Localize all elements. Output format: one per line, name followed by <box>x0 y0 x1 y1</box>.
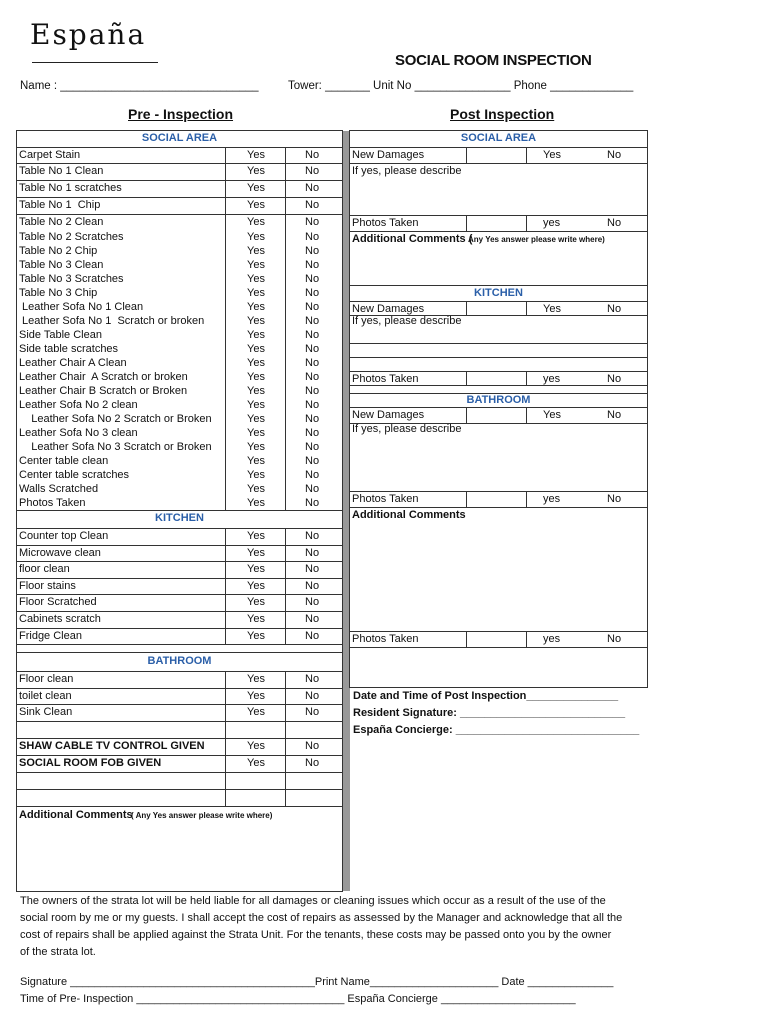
col-divider <box>225 147 226 510</box>
no-option[interactable]: No <box>305 739 320 752</box>
yes-option[interactable]: yes <box>543 633 561 645</box>
yes-option[interactable]: Yes <box>247 300 265 313</box>
yes-option[interactable]: Yes <box>247 244 265 257</box>
disclaimer-line: of the strata lot. <box>20 946 96 958</box>
checklist-row <box>17 440 342 454</box>
col-divider <box>466 407 467 423</box>
item-label: New Damages <box>352 303 425 315</box>
col-divider <box>466 215 467 231</box>
describe-label: If yes, please describe <box>352 165 462 177</box>
yes-option[interactable]: yes <box>543 217 561 229</box>
col-divider <box>225 528 226 644</box>
checklist-row <box>17 214 342 230</box>
espana-logo <box>30 18 160 68</box>
no-option[interactable]: No <box>305 426 320 439</box>
no-option[interactable]: No <box>305 286 320 299</box>
checklist-row <box>17 244 342 258</box>
row-divider <box>17 772 342 773</box>
checklist-row <box>17 561 342 578</box>
photos-taken-row <box>350 371 647 385</box>
no-option[interactable]: No <box>305 412 320 425</box>
item-label: Floor clean <box>19 673 74 686</box>
checklist-row <box>17 147 342 163</box>
no-option[interactable]: No <box>305 706 320 719</box>
checklist-row <box>17 286 342 300</box>
checklist-row <box>17 578 342 595</box>
item-label: Table No 2 Clean <box>19 215 104 228</box>
item-label: Leather Sofa No 3 Scratch or Broken <box>19 440 212 453</box>
no-option[interactable]: No <box>607 217 622 229</box>
item-label: Leather Chair B Scratch or Broken <box>19 384 188 397</box>
checklist-row <box>17 482 342 496</box>
no-option[interactable]: No <box>305 579 320 592</box>
yes-option[interactable]: Yes <box>247 613 265 625</box>
disclaimer-line: cost of repairs shall be applied against the Strata Unit. For the tenants, these costs may be passed onto you by the owner <box>20 929 612 941</box>
describe-label: If yes, please describe <box>352 423 462 435</box>
no-option[interactable]: No <box>607 409 622 421</box>
yes-option[interactable]: Yes <box>247 739 265 752</box>
col-divider <box>466 371 467 385</box>
additional-comments-area[interactable] <box>350 507 647 631</box>
yes-option[interactable]: Yes <box>247 596 265 609</box>
col-divider <box>466 491 467 507</box>
no-option[interactable]: No <box>305 342 320 355</box>
new-damages-row <box>350 301 647 315</box>
checklist-row <box>17 528 342 545</box>
checklist-row <box>17 314 342 328</box>
comments-label: Additional Comments ( <box>352 233 473 245</box>
name-field[interactable]: Name : _______________________________ <box>20 80 259 92</box>
checklist-row <box>17 328 342 342</box>
comments-label: Additional Comments <box>352 509 466 521</box>
checklist-row <box>17 671 342 688</box>
yes-option[interactable]: Yes <box>247 356 265 369</box>
no-option[interactable]: No <box>305 215 320 228</box>
no-option[interactable]: No <box>607 493 622 505</box>
checklist-row <box>17 197 342 214</box>
no-option[interactable]: No <box>607 149 622 161</box>
disclaimer-line: The owners of the strata lot will be held liable for all damages or cleaning issues which occur as a result of the use of the <box>20 895 606 907</box>
no-option[interactable]: No <box>305 563 320 576</box>
row-divider <box>17 197 342 198</box>
comments-note: ( Any Yes answer please write where) <box>131 810 273 820</box>
photos-taken-row <box>350 631 647 647</box>
item-label: Fridge Clean <box>19 629 82 642</box>
no-option[interactable]: No <box>305 300 320 313</box>
social-area-header: SOCIAL AREA <box>141 132 218 144</box>
checklist-row <box>17 230 342 244</box>
disclaimer-line: social room by me or my guests. I shall accept the cost of repairs as assessed by the Manager and acknowledge that all the <box>20 912 623 924</box>
describe-row[interactable] <box>350 423 647 491</box>
checklist-row <box>17 468 342 482</box>
yes-option[interactable]: Yes <box>543 303 561 315</box>
item-label: floor clean <box>19 563 70 576</box>
post-date-time-field[interactable]: Date and Time of Post Inspection_______________ <box>353 690 619 702</box>
describe-row[interactable] <box>350 315 647 343</box>
checklist-row <box>17 180 342 197</box>
no-option[interactable]: No <box>305 596 320 609</box>
page-title: SOCIAL ROOM INSPECTION <box>395 52 592 69</box>
fob-row <box>17 755 342 772</box>
row-divider <box>17 806 342 807</box>
item-label: Leather Sofa No 2 clean <box>19 398 138 411</box>
kitchen-header: KITCHEN <box>155 512 204 524</box>
yes-option[interactable]: Yes <box>247 384 265 397</box>
row-divider <box>17 510 342 511</box>
item-label: Photos Taken <box>352 633 419 645</box>
no-option[interactable]: No <box>305 496 320 509</box>
comments-label: Additional Comments <box>19 808 133 821</box>
checklist-row <box>17 384 342 398</box>
col-divider <box>466 147 467 163</box>
yes-option[interactable]: Yes <box>247 530 265 542</box>
no-option[interactable]: No <box>305 370 320 383</box>
item-label: Photos Taken <box>19 496 86 509</box>
row-divider <box>17 789 342 790</box>
no-option[interactable]: No <box>305 673 320 686</box>
yes-option[interactable]: Yes <box>247 689 265 702</box>
col-divider <box>526 407 527 423</box>
disclaimer <box>20 893 760 961</box>
col-divider <box>466 301 467 315</box>
row-divider <box>17 721 342 722</box>
yes-option[interactable]: Yes <box>247 398 265 411</box>
yes-option[interactable]: Yes <box>247 314 265 327</box>
checklist-row <box>17 398 342 412</box>
describe-label: If yes, please describe <box>352 315 462 327</box>
yes-option[interactable]: Yes <box>247 148 265 161</box>
checklist-row <box>17 496 342 510</box>
no-option[interactable]: No <box>305 613 320 625</box>
checklist-row <box>17 426 342 440</box>
yes-option[interactable]: Yes <box>247 412 265 425</box>
item-label: Table No 1 Chip <box>19 199 101 211</box>
checklist-row <box>17 356 342 370</box>
comments-area[interactable] <box>17 824 342 891</box>
row-divider <box>350 647 647 648</box>
logo-underline <box>32 62 158 63</box>
post-kitchen-header: KITCHEN <box>474 287 523 299</box>
item-label: Side table scratches <box>19 342 119 355</box>
no-option[interactable]: No <box>305 398 320 411</box>
yes-option[interactable]: yes <box>543 373 561 385</box>
no-option[interactable]: No <box>305 230 320 243</box>
item-label: Center table clean <box>19 454 109 467</box>
no-option[interactable]: No <box>305 182 320 194</box>
row-divider <box>17 644 342 645</box>
pre-inspection-time-line[interactable]: Time of Pre- Inspection __________________________________ España Concierge ______________________ <box>20 993 576 1005</box>
item-label: Photos Taken <box>352 217 419 229</box>
no-option[interactable]: No <box>305 165 320 177</box>
pre-inspection-table <box>16 130 343 892</box>
yes-option[interactable]: Yes <box>247 579 265 592</box>
item-label: Table No 1 scratches <box>19 182 122 194</box>
yes-option[interactable]: Yes <box>247 199 265 211</box>
item-label: Photos Taken <box>352 373 419 385</box>
checklist-row <box>17 258 342 272</box>
col-divider <box>285 528 286 644</box>
checklist-row <box>17 704 342 721</box>
no-option[interactable]: No <box>305 199 320 211</box>
bathroom-header: BATHROOM <box>147 655 212 668</box>
item-label: Table No 3 Chip <box>19 286 98 299</box>
no-option[interactable]: No <box>607 373 622 385</box>
yes-option[interactable]: Yes <box>247 756 265 769</box>
yes-option[interactable]: Yes <box>247 468 265 481</box>
post-social-area-header: SOCIAL AREA <box>460 132 537 144</box>
post-inspection-heading: Post Inspection <box>450 106 555 122</box>
item-label: Floor stains <box>19 579 76 592</box>
item-label: Walls Scratched <box>19 482 99 495</box>
yes-option[interactable]: Yes <box>247 426 265 439</box>
no-option[interactable]: No <box>305 756 320 769</box>
yes-option[interactable]: Yes <box>247 563 265 576</box>
item-label: Table No 3 Scratches <box>19 272 124 285</box>
yes-option[interactable]: Yes <box>247 629 265 642</box>
item-label: Leather Chair A Scratch or broken <box>19 370 188 383</box>
item-label: Leather Sofa No 3 clean <box>19 426 138 439</box>
yes-option[interactable]: Yes <box>543 409 561 421</box>
row-divider <box>350 343 647 344</box>
no-option[interactable]: No <box>305 454 320 467</box>
checklist-row <box>17 454 342 468</box>
comments-note: Any Yes answer please write where) <box>468 235 605 244</box>
tower-unit-phone-field[interactable]: Tower: _______ Unit No _______________ Phone _____________ <box>288 80 634 92</box>
photos-taken-row <box>350 215 647 231</box>
row-divider <box>350 385 647 386</box>
yes-option[interactable]: yes <box>543 493 561 505</box>
checklist-row <box>17 594 342 611</box>
logo-text: España <box>30 18 147 51</box>
yes-option[interactable]: Yes <box>247 454 265 467</box>
item-label: SOCIAL ROOM FOB GIVEN <box>19 756 162 769</box>
no-option[interactable]: No <box>305 384 320 397</box>
item-label: Counter top Clean <box>19 530 109 542</box>
yes-option[interactable]: Yes <box>247 182 265 194</box>
no-option[interactable]: No <box>305 328 320 341</box>
yes-option[interactable]: Yes <box>247 272 265 285</box>
no-option[interactable]: No <box>305 468 320 481</box>
item-label: Leather Sofa No 1 Scratch or broken <box>19 314 205 327</box>
item-label: Leather Chair A Clean <box>19 356 127 369</box>
yes-option[interactable]: Yes <box>247 342 265 355</box>
col-divider <box>526 215 527 231</box>
item-label: Cabinets scratch <box>19 613 101 625</box>
post-concierge-field[interactable]: España Concierge: ______________________________ <box>353 724 640 736</box>
row-divider <box>17 652 342 653</box>
checklist-row <box>17 688 342 705</box>
item-label: Carpet Stain <box>19 148 81 161</box>
post-bathroom-header: BATHROOM <box>466 394 531 406</box>
col-divider <box>466 631 467 647</box>
yes-option[interactable]: Yes <box>247 673 265 686</box>
item-label: Table No 2 Scratches <box>19 230 124 243</box>
col-divider <box>526 491 527 507</box>
no-option[interactable]: No <box>607 633 622 645</box>
yes-option[interactable]: Yes <box>543 149 561 161</box>
col-divider <box>526 301 527 315</box>
yes-option[interactable]: Yes <box>247 546 265 559</box>
row-divider <box>350 285 647 286</box>
item-label: Sink Clean <box>19 706 73 719</box>
checklist-row <box>17 272 342 286</box>
col-divider <box>225 671 226 806</box>
yes-option[interactable]: Yes <box>247 370 265 383</box>
no-option[interactable]: No <box>305 356 320 369</box>
no-option[interactable]: No <box>305 530 320 542</box>
yes-option[interactable]: Yes <box>247 286 265 299</box>
checklist-row <box>17 611 342 628</box>
checklist-row <box>17 628 342 645</box>
no-option[interactable]: No <box>305 482 320 495</box>
yes-option[interactable]: Yes <box>247 482 265 495</box>
resident-signature-field[interactable]: Resident Signature: ___________________________ <box>353 707 626 719</box>
col-divider <box>526 631 527 647</box>
no-option[interactable]: No <box>305 272 320 285</box>
col-divider <box>285 671 286 806</box>
yes-option[interactable]: Yes <box>247 496 265 509</box>
item-label: New Damages <box>352 409 425 421</box>
row-divider <box>17 214 342 215</box>
row-divider <box>350 357 647 358</box>
checklist-row <box>17 342 342 356</box>
checklist-row <box>17 370 342 384</box>
checklist-row <box>17 545 342 562</box>
item-label: Photos Taken <box>352 493 419 505</box>
signature-line[interactable]: Signature ________________________________________Print Name_____________________ Date ______________ <box>20 976 614 988</box>
item-label: Floor Scratched <box>19 596 97 609</box>
no-option[interactable]: No <box>305 440 320 453</box>
no-option[interactable]: No <box>305 148 320 161</box>
item-label: Center table scratches <box>19 468 130 481</box>
col-divider <box>526 371 527 385</box>
post-inspection-table <box>349 130 648 688</box>
row-divider <box>17 163 342 164</box>
yes-option[interactable]: Yes <box>247 230 265 243</box>
col-divider <box>526 147 527 163</box>
item-label: toilet clean <box>19 689 72 702</box>
no-option[interactable]: No <box>305 546 320 559</box>
additional-comments-row[interactable] <box>350 231 647 287</box>
no-option[interactable]: No <box>305 629 320 642</box>
new-damages-row <box>350 407 647 423</box>
row-divider <box>17 180 342 181</box>
col-divider <box>285 147 286 510</box>
no-option[interactable]: No <box>607 303 622 315</box>
yes-option[interactable]: Yes <box>247 258 265 271</box>
checklist-row <box>17 300 342 314</box>
no-option[interactable]: No <box>305 689 320 702</box>
yes-option[interactable]: Yes <box>247 706 265 719</box>
checklist-row <box>17 412 342 426</box>
item-label: Leather Sofa No 2 Scratch or Broken <box>19 412 212 425</box>
yes-option[interactable]: Yes <box>247 215 265 228</box>
item-label: New Damages <box>352 149 425 161</box>
new-damages-row <box>350 147 647 163</box>
yes-option[interactable]: Yes <box>247 328 265 341</box>
item-label: Table No 2 Chip <box>19 244 98 257</box>
item-label: Leather Sofa No 1 Clean <box>19 300 144 313</box>
no-option[interactable]: No <box>305 258 320 271</box>
item-label: Microwave clean <box>19 546 101 559</box>
describe-row[interactable] <box>350 163 647 215</box>
no-option[interactable]: No <box>305 244 320 257</box>
item-label: Side Table Clean <box>19 328 102 341</box>
yes-option[interactable]: Yes <box>247 440 265 453</box>
shaw-cable-row <box>17 738 342 755</box>
yes-option[interactable]: Yes <box>247 165 265 177</box>
checklist-row <box>17 163 342 180</box>
pre-inspection-heading: Pre - Inspection <box>128 106 234 122</box>
item-label: Table No 1 Clean <box>19 165 104 177</box>
no-option[interactable]: No <box>305 314 320 327</box>
item-label: Table No 3 Clean <box>19 258 104 271</box>
photos-taken-row <box>350 491 647 507</box>
item-label: SHAW CABLE TV CONTROL GIVEN <box>19 739 205 752</box>
